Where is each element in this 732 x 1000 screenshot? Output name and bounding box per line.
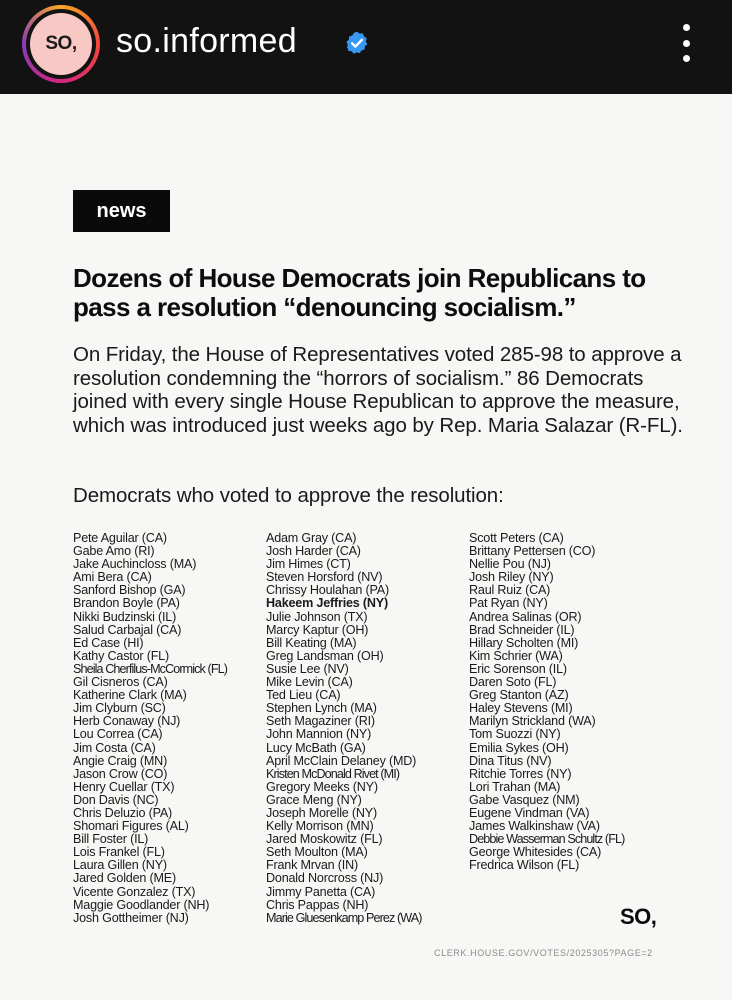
names-column-3 bbox=[469, 532, 624, 872]
representative-name: Salud Carbajal (CA) bbox=[73, 622, 182, 637]
post-image bbox=[0, 94, 732, 1000]
representative-name: Gabe Amo (RI) bbox=[73, 544, 155, 559]
representative-name: Jim Costa (CA) bbox=[73, 740, 156, 755]
representative-name: Seth Moulton (MA) bbox=[266, 845, 368, 860]
representative-name: Susie Lee (NV) bbox=[266, 661, 349, 676]
representative-name: Debbie Wasserman Schultz (FL) bbox=[469, 832, 625, 847]
username-link[interactable]: so.informed bbox=[116, 22, 297, 60]
representative-name: Josh Riley (NY) bbox=[469, 570, 554, 585]
representative-name: John Mannion (NY) bbox=[266, 727, 372, 742]
article-body: On Friday, the House of Representatives voted 285-98 to approve a resolution condemning the “horrors of socialism.” 86 Democrats joined with every single House Republican to approve the measure, which was introduced just weeks ago by Rep. Maria Salazar (R-FL). bbox=[73, 343, 683, 437]
representative-name: Tom Suozzi (NY) bbox=[469, 727, 561, 742]
representative-name: Ritchie Torres (NY) bbox=[469, 766, 572, 781]
representative-name: Emilia Sykes (OH) bbox=[469, 740, 569, 755]
representative-name: Gregory Meeks (NY) bbox=[266, 779, 378, 794]
representative-name: Bill Keating (MA) bbox=[266, 635, 357, 650]
representative-name: Kelly Morrison (MN) bbox=[266, 819, 374, 834]
profile-header bbox=[0, 0, 732, 94]
representative-name: Don Davis (NC) bbox=[73, 792, 159, 807]
representative-name: Adam Gray (CA) bbox=[266, 531, 357, 545]
representative-name: Eric Sorenson (IL) bbox=[469, 661, 567, 676]
representative-name: Gil Cisneros (CA) bbox=[73, 675, 168, 690]
representative-name: Pete Aguilar (CA) bbox=[73, 531, 167, 545]
representative-name: Jake Auchincloss (MA) bbox=[73, 557, 197, 572]
representative-name: Ed Case (HI) bbox=[73, 635, 144, 650]
representative-name: Jimmy Panetta (CA) bbox=[266, 884, 376, 899]
news-tag: news bbox=[73, 190, 170, 232]
representative-name: Stephen Lynch (MA) bbox=[266, 701, 377, 716]
representative-name: Lori Trahan (MA) bbox=[469, 779, 561, 794]
representative-name: Hakeem Jeffries (NY) bbox=[266, 596, 388, 611]
representative-name: Marilyn Strickland (WA) bbox=[469, 714, 596, 729]
representative-name: Seth Magaziner (RI) bbox=[266, 714, 375, 729]
representative-name: Bill Foster (IL) bbox=[73, 832, 149, 847]
representative-name: Donald Norcross (NJ) bbox=[266, 871, 384, 886]
representative-name: Grace Meng (NY) bbox=[266, 792, 362, 807]
representative-name: Josh Harder (CA) bbox=[266, 544, 361, 559]
representative-name: Chrissy Houlahan (PA) bbox=[266, 583, 389, 598]
representative-name: Lucy McBath (GA) bbox=[266, 740, 366, 755]
list-heading: Democrats who voted to approve the resolution: bbox=[73, 484, 504, 507]
representative-name: Jared Golden (ME) bbox=[73, 871, 176, 886]
representative-name: Brad Schneider (IL) bbox=[469, 622, 575, 637]
representative-name: Julie Johnson (TX) bbox=[266, 609, 368, 624]
representative-name: George Whitesides (CA) bbox=[469, 845, 602, 860]
representative-name: Chris Deluzio (PA) bbox=[73, 805, 173, 820]
representative-name: Kristen McDonald Rivet (MI) bbox=[266, 766, 400, 781]
representative-name: Dina Titus (NV) bbox=[469, 753, 552, 768]
representative-name: Haley Stevens (MI) bbox=[469, 701, 573, 716]
representative-name: Maggie Goodlander (NH) bbox=[73, 897, 210, 912]
representative-name: Frank Mrvan (IN) bbox=[266, 858, 358, 873]
representative-name: Brittany Pettersen (CO) bbox=[469, 544, 596, 559]
representative-name: Fredrica Wilson (FL) bbox=[469, 858, 580, 873]
representative-name: Katherine Clark (MA) bbox=[73, 688, 187, 703]
representative-name: Andrea Salinas (OR) bbox=[469, 609, 582, 624]
representative-name: Kathy Castor (FL) bbox=[73, 648, 169, 663]
representative-name: Marie Gluesenkamp Perez (WA) bbox=[266, 910, 422, 925]
representative-name: Sanford Bishop (GA) bbox=[73, 583, 186, 598]
representative-name: Vicente Gonzalez (TX) bbox=[73, 884, 196, 899]
representative-name: Hillary Scholten (MI) bbox=[469, 635, 579, 650]
representative-name: Ted Lieu (CA) bbox=[266, 688, 341, 703]
names-column-2 bbox=[266, 532, 422, 925]
representative-name: Nellie Pou (NJ) bbox=[469, 557, 551, 572]
representative-name: Nikki Budzinski (IL) bbox=[73, 609, 177, 624]
representative-name: Jason Crow (CO) bbox=[73, 766, 168, 781]
headline: Dozens of House Democrats join Republicans to pass a resolution “denouncing socialism.” bbox=[73, 263, 646, 322]
representative-name: Daren Soto (FL) bbox=[469, 675, 557, 690]
representative-name: Joseph Morelle (NY) bbox=[266, 805, 377, 820]
representative-name: Shomari Figures (AL) bbox=[73, 819, 189, 834]
avatar[interactable] bbox=[26, 9, 96, 79]
more-options-icon[interactable] bbox=[675, 24, 697, 62]
representative-name: Laura Gillen (NY) bbox=[73, 858, 167, 873]
representative-name: Marcy Kaptur (OH) bbox=[266, 622, 369, 637]
representative-name: Gabe Vasquez (NM) bbox=[469, 792, 580, 807]
representative-name: James Walkinshaw (VA) bbox=[469, 819, 600, 834]
representative-name: Pat Ryan (NY) bbox=[469, 596, 548, 611]
representative-name: Lou Correa (CA) bbox=[73, 727, 163, 742]
representative-name: Angie Craig (MN) bbox=[73, 753, 168, 768]
representative-name: Josh Gottheimer (NJ) bbox=[73, 910, 189, 925]
verified-badge-icon bbox=[344, 30, 370, 56]
so-logo: SO, bbox=[620, 904, 657, 929]
representative-name: Chris Pappas (NH) bbox=[266, 897, 369, 912]
representative-name: Kim Schrier (WA) bbox=[469, 648, 563, 663]
representative-name: Jim Clyburn (SC) bbox=[73, 701, 166, 716]
representative-name: Ami Bera (CA) bbox=[73, 570, 152, 585]
representative-name: Mike Levin (CA) bbox=[266, 675, 353, 690]
representative-name: Raul Ruiz (CA) bbox=[469, 583, 551, 598]
representative-name: Steven Horsford (NV) bbox=[266, 570, 383, 585]
representative-name: Lois Frankel (FL) bbox=[73, 845, 165, 860]
representative-name: Greg Stanton (AZ) bbox=[469, 688, 569, 703]
avatar-logo: SO, bbox=[30, 13, 92, 75]
source-citation: CLERK.HOUSE.GOV/VOTES/2025305?PAGE=2 bbox=[434, 948, 653, 958]
representative-name: Jared Moskowitz (FL) bbox=[266, 832, 383, 847]
representative-name: Herb Conaway (NJ) bbox=[73, 714, 181, 729]
names-column-1 bbox=[73, 532, 227, 925]
representative-name: Scott Peters (CA) bbox=[469, 531, 564, 545]
representative-name: Eugene Vindman (VA) bbox=[469, 805, 590, 820]
representative-name: Sheila Cherfilus-McCormick (FL) bbox=[73, 661, 228, 676]
representative-name: Brandon Boyle (PA) bbox=[73, 596, 180, 611]
representative-name: Henry Cuellar (TX) bbox=[73, 779, 175, 794]
representative-name: Jim Himes (CT) bbox=[266, 557, 351, 572]
representative-name: April McClain Delaney (MD) bbox=[266, 753, 417, 768]
representative-name: Greg Landsman (OH) bbox=[266, 648, 384, 663]
story-ring[interactable] bbox=[22, 5, 100, 83]
